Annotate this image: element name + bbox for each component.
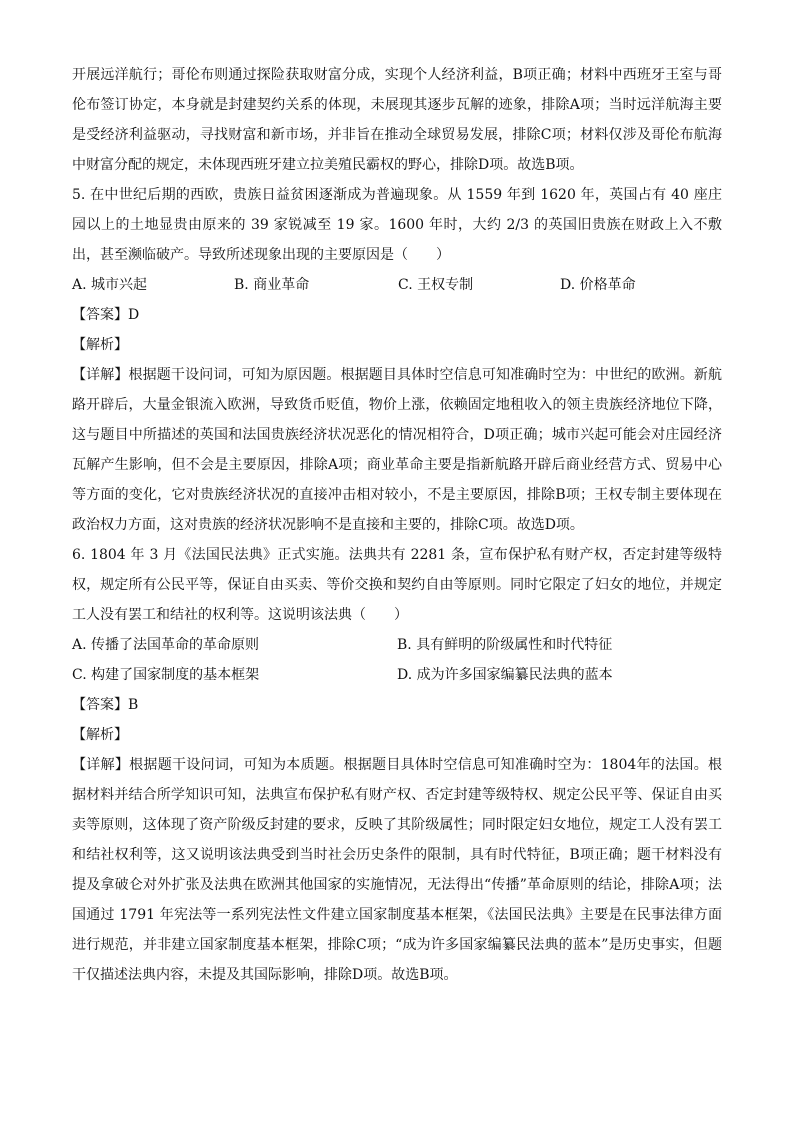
q5-options	[72, 270, 722, 300]
q6-option-a[interactable]: A. 传播了法国革命的革命原则	[72, 637, 260, 653]
q6-option-b[interactable]: B. 具有鲜明的阶级属性和时代特征	[397, 637, 613, 653]
q6-analysis-label: 【解析】	[72, 727, 128, 743]
question-5	[72, 180, 722, 540]
q5-option-a[interactable]: A. 城市兴起	[72, 277, 148, 293]
q4-analysis-tail: 开展远洋航行；哥伦布则通过探险获取财富分成，实现个人经济利益，B项正确；材料中西班牙王室与哥伦布签订协定，本身就是封建契约关系的体现，未展现其逐步瓦解的迹象，排除A项；当时远洋航海主要是受经济利益驱动，寻找财富和新市场，并非旨在推动全球贸易发展，排除C项；材料仅涉及哥伦布航海中财富分配的规定，未体现西班牙建立拉美殖民霸权的野心，排除D项。故选B项。	[72, 67, 722, 173]
q5-option-c[interactable]: C. 王权专制	[398, 277, 474, 293]
question-6	[72, 540, 722, 990]
q5-option-b[interactable]: B. 商业革命	[234, 277, 310, 293]
q5-analysis-label: 【解析】	[72, 337, 128, 353]
q6-option-c[interactable]: C. 构建了国家制度的基本框架	[72, 667, 260, 683]
q5-answer: 【答案】D	[72, 307, 140, 323]
q6-answer: 【答案】B	[72, 697, 139, 713]
q6-detail: 【详解】根据题干设问词，可知为本质题。根据题目具体时空信息可知准确时空为：1804年的法国。根据材料并结合所学知识可知，法典宣布保护私有财产权、否定封建等级特权、规定公民平等、保证自由买卖等原则，这体现了资产阶级反封建的要求，反映了其阶级属性；同时限定妇女地位，规定工人没有罢工和结社权利等，这又说明该法典受到当时社会历史条件的限制，具有时代特征，B项正确；题干材料没有提及拿破仑对外扩张及法典在欧洲其他国家的实施情况，无法得出“传播”革命原则的结论，排除A项；法国通过 1791 年宪法等一系列宪法性文件建立国家制度基本框架，《法国民法典》主要是在民事法律方面进行规范，并非建立国家制度基本框架，排除C项；“成为许多国家编纂民法典的蓝本”是历史事实，但题干仅描述法典内容，未提及其国际影响，排除D项。故选B项。	[72, 757, 722, 983]
q5-detail: 【详解】根据题干设问词，可知为原因题。根据题目具体时空信息可知准确时空为：中世纪的欧洲。新航路开辟后，大量金银流入欧洲，导致货币贬值，物价上涨，依赖固定地租收入的领主贵族经济地位下降，这与题目中所描述的英国和法国贵族经济状况恶化的情况相符合，D项正确；城市兴起可能会对庄园经济瓦解产生影响，但不会是主要原因，排除A项；商业革命主要是指新航路开辟后商业经营方式、贸易中心等方面的变化，它对贵族经济状况的直接冲击相对较小，不是主要原因，排除B项；王权专制主要体现在政治权力方面，这对贵族的经济状况影响不是直接和主要的，排除C项。故选D项。	[72, 367, 722, 533]
q5-stem: 5. 在中世纪后期的西欧，贵族日益贫困逐渐成为普遍现象。从 1559 年到 1620 年，英国占有 40 座庄园以上的土地显贵由原来的 39 家锐减至 19 家。1600 年时，大约 2/3 的英国旧贵族在财政上入不敷出，甚至濒临破产。导致所述现象出现的主要原因是（ ）	[72, 187, 722, 263]
q5-option-d[interactable]: D. 价格革命	[560, 277, 636, 293]
q6-option-d[interactable]: D. 成为许多国家编纂民法典的蓝本	[397, 667, 613, 683]
q6-options	[72, 630, 722, 690]
q6-stem: 6. 1804 年 3 月《法国民法典》正式实施。法典共有 2281 条，宣布保护私有财产权，否定封建等级特权，规定所有公民平等，保证自由买卖、等价交换和契约自由等原则。同时它限定了妇女的地位，并规定工人没有罢工和结社的权利等。这说明该法典（ ）	[72, 547, 722, 623]
